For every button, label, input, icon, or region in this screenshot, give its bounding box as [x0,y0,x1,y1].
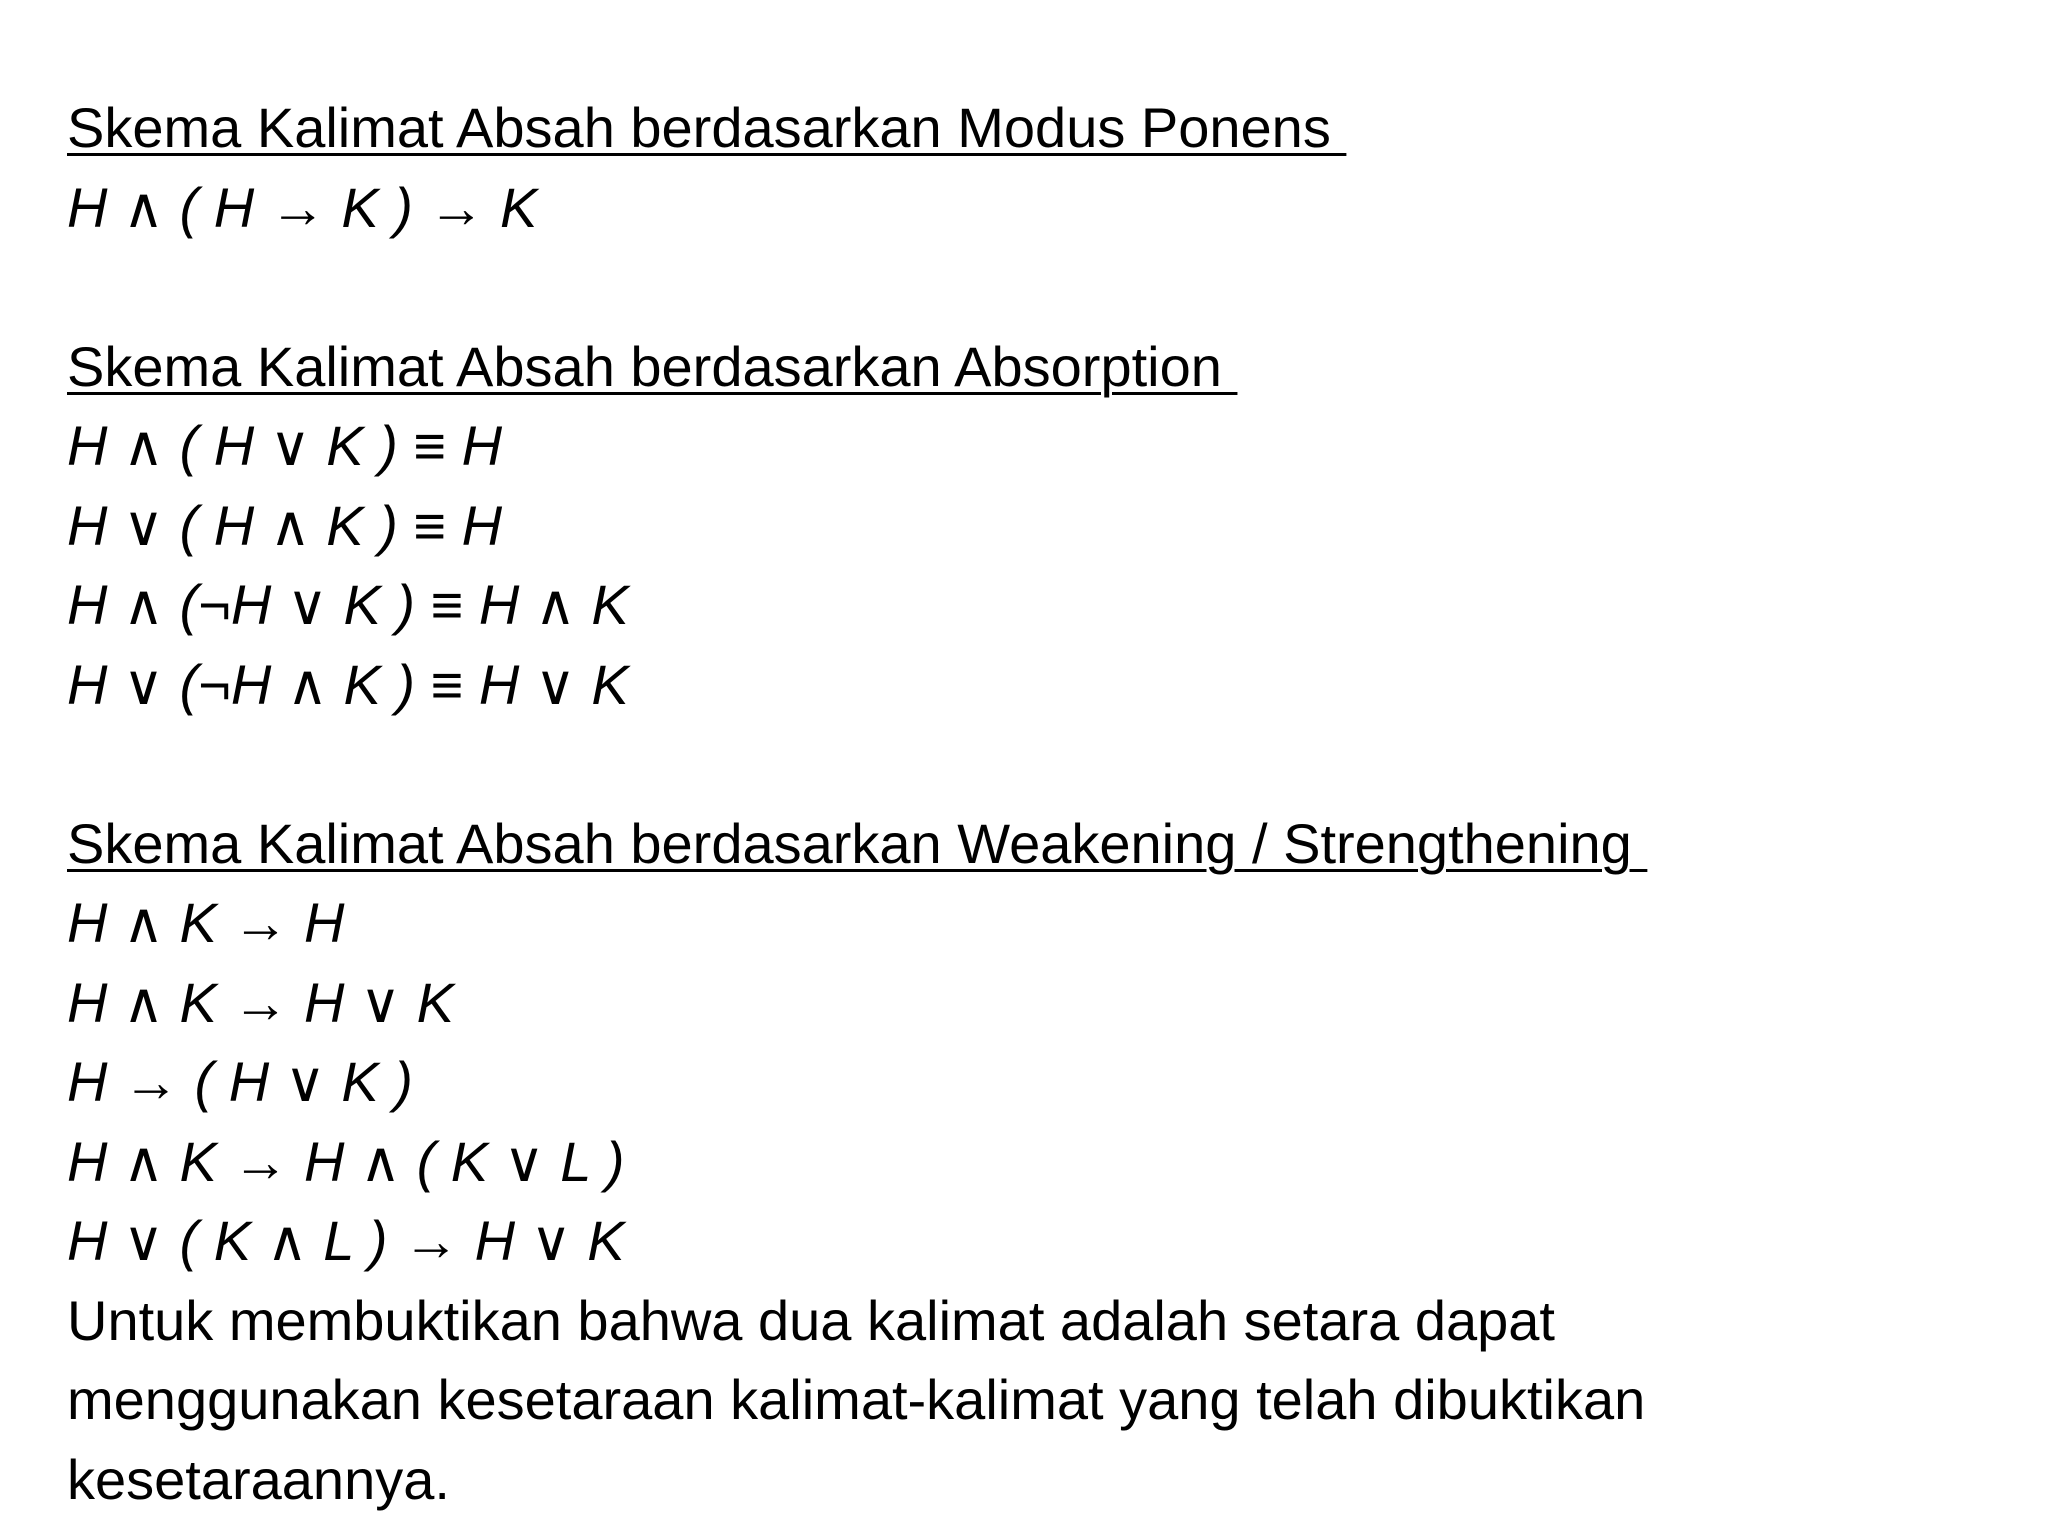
section-heading-weakening-strengthening: Skema Kalimat Absah berdasarkan Weakening / Strengthening [67,811,1648,875]
slide-content [67,88,1967,1519]
formula-modus-ponens: H ∧ ( H → K ) → K [67,175,538,239]
formula-absorption-4: H ∨ (¬H ∧ K ) ≡ H ∨ K [67,652,629,716]
formula-absorption-2: H ∨ ( H ∧ K ) ≡ H [67,493,503,557]
formula-absorption-1: H ∧ ( H ∨ K ) ≡ H [67,414,503,477]
formula-weakening-4: H ∧ K → H ∧ ( K ∨ L ) [67,1129,625,1193]
spacer [67,724,1967,804]
section-heading-modus-ponens: Skema Kalimat Absah berdasarkan Modus Ponens [67,96,1347,159]
formula-weakening-3: H → ( H ∨ K ) [67,1050,413,1113]
spacer [67,247,1967,327]
formula-weakening-1: H ∧ K → H [67,891,345,954]
formula-absorption-3: H ∧ (¬H ∨ K ) ≡ H ∧ K [67,573,629,636]
closing-paragraph: Untuk membuktikan bahwa dua kalimat adalah setara dapat menggunakan kesetaraan kalimat-kalimat yang telah dibuktikan kesetaraannya. [67,1288,1646,1511]
section-heading-absorption: Skema Kalimat Absah berdasarkan Absorption [67,334,1238,398]
formula-weakening-2: H ∧ K → H ∨ K [67,970,454,1034]
formula-weakening-5: H ∨ ( K ∧ L ) → H ∨ K [67,1209,625,1272]
